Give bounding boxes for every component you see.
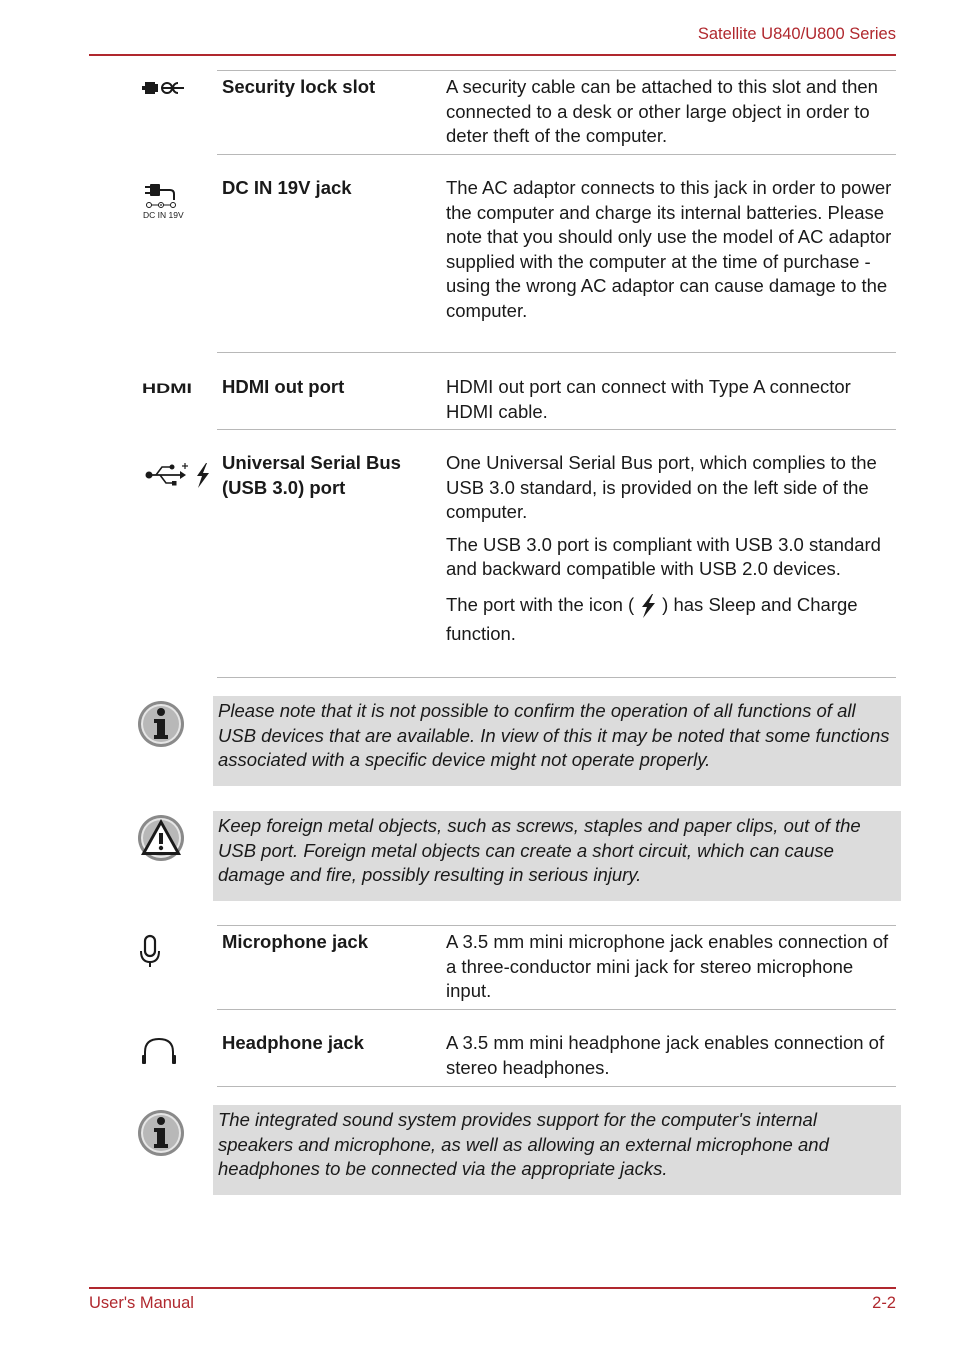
desc-paragraph: One Universal Serial Bus port, which complies to the USB 3.0 standard, is provided on the left side of the computer. <box>446 452 877 522</box>
desc-headphone-jack <box>446 1031 901 1080</box>
dc-in-icon-label: DC IN 19V <box>143 210 184 220</box>
warning-box: Keep foreign metal objects, such as screws, staples and paper clips, out of the USB port. Foreign metal objects can create a short circuit, which can cause damage and fire, possibly resulting in serious injury. <box>213 811 901 901</box>
term-security-lock-slot: Security lock slot <box>222 76 376 97</box>
term-hdmi-out-port: HDMI out port <box>222 376 345 397</box>
info-icon <box>136 1108 186 1158</box>
hdmi-icon-label: HDMI <box>142 380 192 396</box>
note-box: Please note that it is not possible to confirm the operation of all functions of all USB devices that are available. In view of this it may be noted that some functions associated with a specific device might not operate properly. <box>213 696 901 786</box>
desc-hdmi-out-port <box>446 375 901 424</box>
security-lock-icon <box>140 74 188 102</box>
desc-paragraph: A security cable can be attached to this slot and then connected to a desk or other large object in order to deter theft of the computer. <box>446 76 878 146</box>
term-dc-in-jack: DC IN 19V jack <box>222 177 352 198</box>
desc-paragraph: The AC adaptor connects to this jack in order to power the computer and charge its internal batteries. Please note that you should only use the model of AC adaptor supplied with the computer at the time of purchase - using the wrong AC adaptor can cause damage to the computer. <box>446 177 892 321</box>
desc-text-before-icon: The port with the icon ( <box>446 593 635 615</box>
table-rule <box>217 352 896 353</box>
warning-icon <box>136 813 186 863</box>
microphone-icon <box>140 934 188 970</box>
footer-manual-title: User's Manual <box>89 1294 194 1312</box>
footer-rule <box>89 1287 896 1289</box>
table-rule <box>217 1086 896 1087</box>
desc-microphone-jack <box>446 930 901 1004</box>
desc-usb-port <box>446 451 901 648</box>
desc-dc-in-jack <box>446 176 901 323</box>
dc-in-icon <box>140 180 188 222</box>
desc-text-after-icon: ) has Sleep and Charge function. <box>446 593 858 644</box>
desc-security-lock-slot <box>446 75 901 149</box>
header-rule <box>89 54 896 56</box>
table-rule <box>217 1009 896 1010</box>
table-rule <box>217 677 896 678</box>
note-box: The integrated sound system provides support for the computer's internal speakers and microphone, as well as allowing an external microphone and headphones to be connected via the appropriate jacks. <box>213 1105 901 1195</box>
desc-paragraph: A 3.5 mm mini headphone jack enables connection of stereo headphones. <box>446 1032 885 1078</box>
usb-sleep-charge-icon <box>140 460 212 490</box>
desc-paragraph: HDMI out port can connect with Type A connector HDMI cable. <box>446 376 851 422</box>
hdmi-icon <box>140 378 192 398</box>
table-rule <box>217 429 896 430</box>
table-rule <box>217 154 896 155</box>
desc-paragraph: A 3.5 mm mini microphone jack enables connection of a three-conductor mini jack for stereo microphone input. <box>446 931 889 1001</box>
desc-paragraph-sleep-charge <box>446 590 901 648</box>
term-headphone-jack: Headphone jack <box>222 1032 364 1053</box>
table-rule <box>217 70 896 71</box>
page-number: 2-2 <box>872 1294 896 1312</box>
headphone-icon <box>140 1036 188 1068</box>
page-header-title: Satellite U840/U800 Series <box>697 25 896 43</box>
info-icon <box>136 699 186 749</box>
term-usb-port: Universal Serial Bus (USB 3.0) port <box>222 452 401 498</box>
term-microphone-jack: Microphone jack <box>222 931 368 952</box>
desc-paragraph: The USB 3.0 port is compliant with USB 3.0 standard and backward compatible with USB 2.0 devices. <box>446 533 881 579</box>
lightning-bolt-icon <box>636 593 660 619</box>
table-rule <box>217 925 896 926</box>
